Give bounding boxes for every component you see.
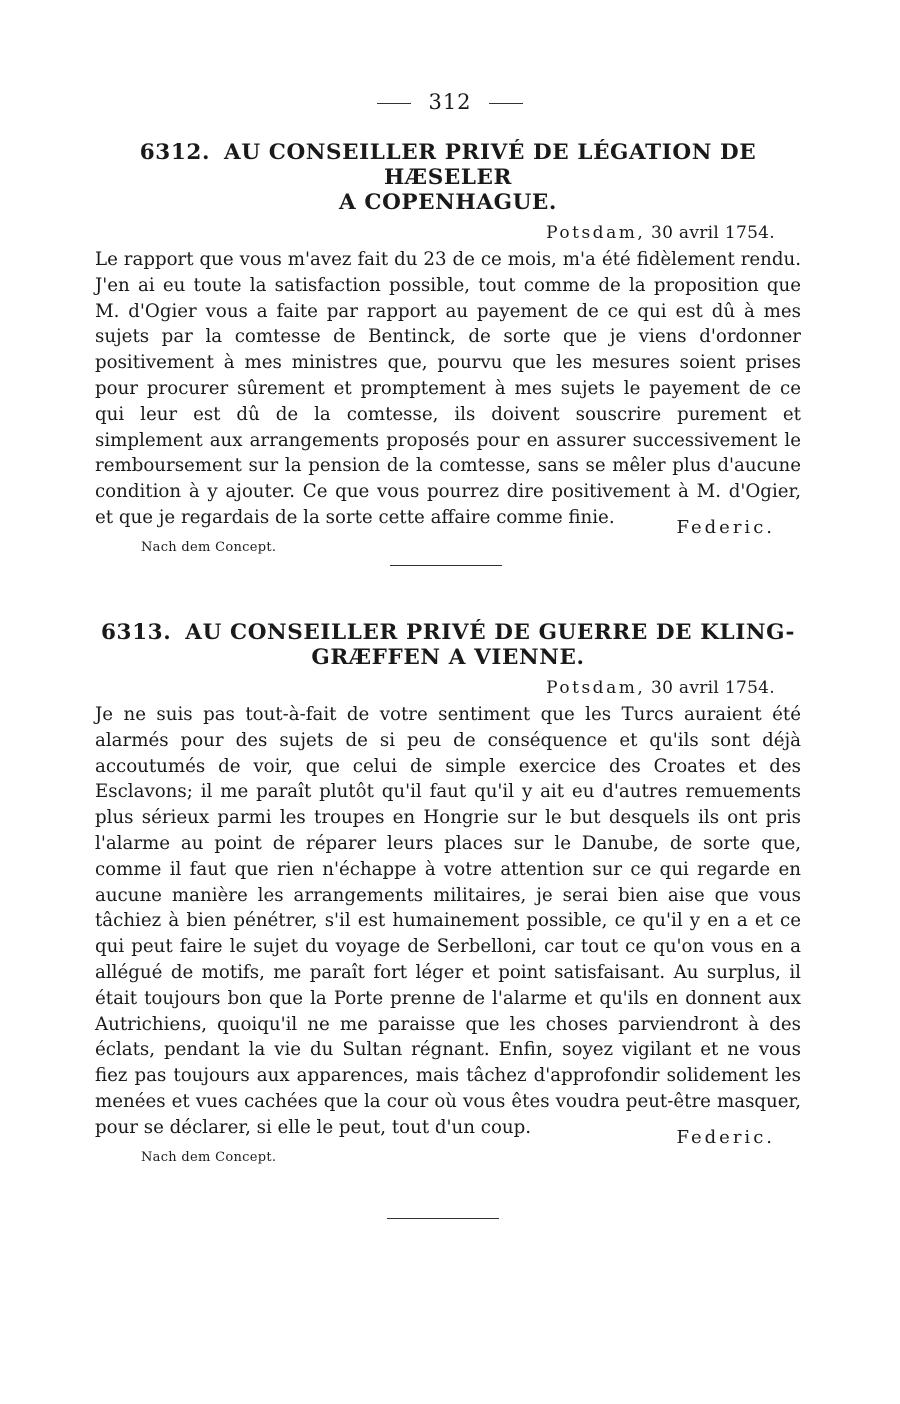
dateline (95, 678, 775, 698)
letter-heading-line1: AU CONSEILLER PRIVÉ DE GUERRE DE KLING- (185, 620, 796, 645)
section-divider (390, 565, 502, 566)
dateline-place: Potsdam, (546, 678, 646, 698)
dateline (95, 223, 775, 243)
letter-number: 6313. (100, 620, 172, 645)
letter-heading-line2: GRÆFFEN A VIENNE. (311, 645, 585, 670)
source-note: Nach dem Concept. (141, 1149, 277, 1165)
letter-6313 (95, 620, 801, 1165)
signature: Federic. (676, 516, 775, 538)
letter-heading-line2: A COPENHAGUE. (339, 190, 557, 215)
letter-body: Le rapport que vous m'avez fait du 23 de ce mois, m'a été fidèlement rendu. J'en ai eu toute la satisfaction possible, tout comme de la proposition que M. d'Ogier vous a faite par rapport au payement de ce qui est dû à mes sujets par la comtesse de Bentinck, de sorte que je viens d'ordonner positivement à mes ministres que, pourvu que les mesures soient prises pour procurer sûrement et promptement à mes sujets le payement de ce qui leur est dû de la comtesse, ils doivent souscrire purement et simplement aux arrangements proposés pour en assurer successivement le remboursement sur la pension de la comtesse, sans se mêler plus d'aucune condition à y ajouter. Ce que vous pourrez dire positivement à M. d'Ogier, et que je regardais de la sorte cette affaire comme finie. (95, 249, 801, 528)
letter-number: 6312. (139, 140, 211, 165)
letter-6312 (95, 140, 801, 555)
dateline-date: 30 avril 1754. (650, 223, 775, 243)
page-number: 312 (428, 90, 472, 114)
letter-body: Je ne suis pas tout-à-fait de votre sentiment que les Turcs auraient été alarmés pour des sujets de si peu de conséquence et qu'ils sont déjà accoutumés de voir, que celui de simple exercice des Croates et des Esclavons; il me paraît plutôt qu'il faut qu'il y ait eu d'autres remuements plus sérieux parmi les troupes en Hongrie sur le but desquels ils ont pris l'alarme au point de réparer leurs places sur le Danube, de sorte que, comme il faut que rien n'échappe à votre attention sur ce qui regarde en aucune manière les arrangements militaires, je serai bien aise que vous tâchiez à bien pénétrer, s'il est humainement possible, ce qu'il y en a et ce qui peut faire le sujet du voyage de Serbelloni, car tout ce qu'on vous en a allégué de motifs, me paraît fort léger et point satisfaisant. Au surplus, il était toujours bon que la Porte prenne de l'alarme et qu'ils en donnent aux Autrichiens, quoiqu'il ne me paraisse que les choses parviendront à des éclats, pendant la vie du Sultan régnant. Enfin, soyez vigilant et ne vous fiez pas toujours aux apparences, mais tâchez d'approfondir solidement les menées et vues cachées que la cour où vous êtes voudra peut-être masquer, pour se déclarer, si elle le peut, tout d'un coup. (95, 704, 801, 1138)
letter-heading (95, 140, 801, 215)
source-note: Nach dem Concept. (141, 539, 277, 555)
section-divider (387, 1218, 499, 1219)
header-rule-left (377, 103, 411, 104)
dateline-date: 30 avril 1754. (650, 678, 775, 698)
dateline-place: Potsdam, (546, 223, 646, 243)
header-rule-right (489, 103, 523, 104)
letter-heading (95, 620, 801, 670)
page-header (0, 90, 900, 114)
letter-heading-line1: AU CONSEILLER PRIVÉ DE LÉGATION DE HÆSELER (224, 140, 757, 190)
signature: Federic. (676, 1126, 775, 1148)
